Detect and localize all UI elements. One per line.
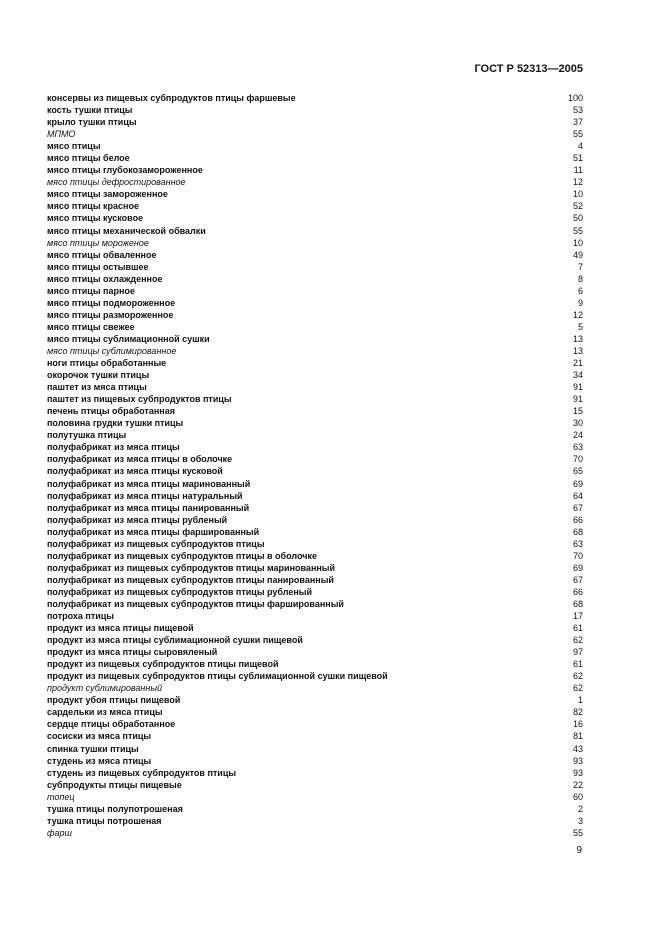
index-entry xyxy=(47,200,583,212)
index-entry xyxy=(47,598,583,610)
index-entry xyxy=(47,490,583,502)
index-term: мясо птицы сублимационной сушки xyxy=(47,333,210,344)
index-entry xyxy=(47,682,583,694)
index-page-ref: 64 xyxy=(572,490,583,501)
index-page-ref: 7 xyxy=(577,261,583,272)
index-entry xyxy=(47,755,583,767)
index-entry xyxy=(47,670,583,682)
index-entry xyxy=(47,152,583,164)
index-page-ref: 16 xyxy=(572,719,583,730)
index-term: продукт из мяса птицы сублимационной сушки пищевой xyxy=(47,635,303,646)
index-entry xyxy=(47,104,583,116)
index-term: мясо птицы красное xyxy=(47,201,139,212)
index-term: продукт убоя птицы пищевой xyxy=(47,695,181,706)
index-term: кость тушки птицы xyxy=(47,105,133,116)
index-entry xyxy=(47,429,583,441)
index-entry xyxy=(47,297,583,309)
index-entry xyxy=(47,526,583,538)
index-page-ref: 6 xyxy=(577,285,583,296)
index-page-ref: 63 xyxy=(572,442,583,453)
index-page-ref: 69 xyxy=(572,562,583,573)
index-entry xyxy=(47,345,583,357)
index-term: тушка птицы потрошеная xyxy=(47,815,162,826)
index-entry xyxy=(47,188,583,200)
index-term: окорочок тушки птицы xyxy=(47,370,150,381)
index-page-ref: 50 xyxy=(572,213,583,224)
index-term: сосиски из мяса птицы xyxy=(47,731,152,742)
index-page-ref: 10 xyxy=(572,237,583,248)
index-page-ref: 70 xyxy=(572,550,583,561)
index-page-ref: 68 xyxy=(572,526,583,537)
index-term: мясо птицы размороженное xyxy=(47,309,174,320)
index-page-ref: 67 xyxy=(572,574,583,585)
index-page-ref: 62 xyxy=(572,671,583,682)
index-entry xyxy=(47,514,583,526)
index-term: фарш xyxy=(47,827,73,838)
index-term: полуфабрикат из мяса птицы кусковой xyxy=(47,466,223,477)
index-page-ref: 12 xyxy=(572,309,583,320)
index-term: крыло тушки птицы xyxy=(47,117,137,128)
index-entry xyxy=(47,465,583,477)
index-page-ref: 13 xyxy=(572,345,583,356)
index-page-ref: 13 xyxy=(572,333,583,344)
index-term: полуфабрикат из пищевых субпродуктов птицы рубленый xyxy=(47,586,312,597)
index-term: полуфабрикат из мяса птицы фаршированный xyxy=(47,526,260,537)
index-page-ref: 65 xyxy=(572,466,583,477)
index-entry xyxy=(47,767,583,779)
index-term: полуфабрикат из пищевых субпродуктов птицы панированный xyxy=(47,574,334,585)
index-entry xyxy=(47,333,583,345)
index-page-ref: 91 xyxy=(572,382,583,393)
index-page-ref: 15 xyxy=(572,406,583,417)
index-term: продукт сублимированный xyxy=(47,683,162,694)
index-entry xyxy=(47,827,583,839)
index-entry xyxy=(47,743,583,755)
index-term: паштет из мяса птицы xyxy=(47,382,147,393)
index-entry xyxy=(47,610,583,622)
index-entry xyxy=(47,574,583,586)
index-term: мясо птицы механической обвалки xyxy=(47,225,206,236)
index-entry xyxy=(47,116,583,128)
index-page-ref: 11 xyxy=(573,165,583,176)
index-term: полуфабрикат из мяса птицы маринованный xyxy=(47,478,251,489)
index-page-ref: 62 xyxy=(572,683,583,694)
index-term: субпродукты птицы пищевые xyxy=(47,779,182,790)
index-entry xyxy=(47,92,583,104)
index-page-ref: 52 xyxy=(572,201,583,212)
index-term: полуфабрикат из мяса птицы xyxy=(47,442,180,453)
index-entry xyxy=(47,140,583,152)
index-entry xyxy=(47,502,583,514)
index-entry xyxy=(47,453,583,465)
index-page-ref: 12 xyxy=(572,177,583,188)
index-term: мясо птицы белое xyxy=(47,153,130,164)
index-entry xyxy=(47,357,583,369)
index-page-ref: 93 xyxy=(572,755,583,766)
index-page-ref: 8 xyxy=(577,273,583,284)
index-term: мясо птицы дефростированное xyxy=(47,177,186,188)
index-page-ref: 55 xyxy=(572,129,583,140)
index-entry xyxy=(47,718,583,730)
index-page-ref: 66 xyxy=(572,514,583,525)
index-term: мясо птицы замороженное xyxy=(47,189,168,200)
index-entry xyxy=(47,225,583,237)
index-entry xyxy=(47,273,583,285)
index-page-ref: 4 xyxy=(577,141,583,152)
index-term: мясо птицы обваленное xyxy=(47,249,157,260)
index-term: продукт из мяса птицы пищевой xyxy=(47,623,194,634)
index-term: студень из пищевых субпродуктов птицы xyxy=(47,767,237,778)
index-term: паштет из пищевых субпродуктов птицы xyxy=(47,394,232,405)
index-entry xyxy=(47,128,583,140)
index-term: мясо птицы остывшее xyxy=(47,261,149,272)
index-page-ref: 68 xyxy=(572,598,583,609)
index-entry xyxy=(47,212,583,224)
index-term: сердце птицы обработанное xyxy=(47,719,176,730)
index-page-ref: 66 xyxy=(572,586,583,597)
index-page-ref: 62 xyxy=(572,635,583,646)
index-page-ref: 91 xyxy=(572,394,583,405)
index-entry xyxy=(47,441,583,453)
index-entry xyxy=(47,369,583,381)
index-entry xyxy=(47,694,583,706)
index-term: топец xyxy=(47,791,75,802)
index-entry xyxy=(47,538,583,550)
index-entry xyxy=(47,550,583,562)
index-term: полуфабрикат из пищевых субпродуктов птицы в оболочке xyxy=(47,550,317,561)
index-page-ref: 37 xyxy=(572,117,583,128)
index-term: МПМО xyxy=(47,129,76,140)
index-term: полуфабрикат из пищевых субпродуктов птицы маринованный xyxy=(47,562,336,573)
index-page-ref: 93 xyxy=(572,767,583,778)
index-term: консервы из пищевых субпродуктов птицы фаршевые xyxy=(47,93,296,103)
index-term: продукт из мяса птицы сыровяленый xyxy=(47,647,218,658)
index-page-ref: 61 xyxy=(572,623,583,634)
index-entry xyxy=(47,815,583,827)
index-entry xyxy=(47,706,583,718)
index-term: полутушка птицы xyxy=(47,430,127,441)
index-term: половина грудки тушки птицы xyxy=(47,418,184,429)
index-entry xyxy=(47,646,583,658)
index-page-ref: 55 xyxy=(572,827,583,838)
index-term: продукт из пищевых субпродуктов птицы пищевой xyxy=(47,659,279,670)
index-entry xyxy=(47,381,583,393)
index-term: мясо птицы кусковое xyxy=(47,213,144,224)
index-entry xyxy=(47,405,583,417)
index-entry xyxy=(47,730,583,742)
index-entry xyxy=(47,791,583,803)
index-term: полуфабрикат из пищевых субпродуктов птицы xyxy=(47,538,265,549)
index-page-ref: 17 xyxy=(572,611,583,622)
index-entry xyxy=(47,803,583,815)
index-term: ноги птицы обработанные xyxy=(47,358,167,369)
index-entry xyxy=(47,309,583,321)
index-page-ref: 43 xyxy=(572,743,583,754)
index-entry xyxy=(47,779,583,791)
index-page-ref: 63 xyxy=(572,538,583,549)
index-page-ref: 10 xyxy=(572,189,583,200)
index-page-ref: 1 xyxy=(577,695,583,706)
index-page-ref: 51 xyxy=(572,153,583,164)
index-term: полуфабрикат из мяса птицы панированный xyxy=(47,502,250,513)
index-term: студень из мяса птицы xyxy=(47,755,152,766)
index-page-ref: 82 xyxy=(572,707,583,718)
index-entry xyxy=(47,164,583,176)
index-entry xyxy=(47,393,583,405)
index-term: мясо птицы подмороженное xyxy=(47,297,176,308)
index-entry xyxy=(47,658,583,670)
index-page-ref: 21 xyxy=(572,358,583,369)
index-page-ref: 34 xyxy=(572,370,583,381)
index-term: полуфабрикат из мяса птицы рубленый xyxy=(47,514,228,525)
index-term: потроха птицы xyxy=(47,611,114,622)
index-page-ref: 69 xyxy=(572,478,583,489)
index-page-ref: 67 xyxy=(572,502,583,513)
index-page-ref: 53 xyxy=(572,105,583,116)
index-entry xyxy=(47,176,583,188)
index-term: мясо птицы парное xyxy=(47,285,135,296)
alphabetical-index xyxy=(47,92,583,839)
index-term: мясо птицы свежее xyxy=(47,321,135,332)
index-page-ref: 55 xyxy=(572,225,583,236)
index-term: сардельки из мяса птицы xyxy=(47,707,163,718)
index-page-ref: 61 xyxy=(572,659,583,670)
index-page-ref: 49 xyxy=(572,249,583,260)
index-page-ref: 24 xyxy=(572,430,583,441)
index-term: продукт из пищевых субпродуктов птицы сублимационной сушки пищевой xyxy=(47,671,388,682)
index-term: мясо птицы охлажденное xyxy=(47,273,163,284)
index-page-ref: 97 xyxy=(572,647,583,658)
index-page-ref: 2 xyxy=(577,803,583,814)
index-page-ref: 60 xyxy=(572,791,583,802)
index-term: полуфабрикат из мяса птицы натуральный xyxy=(47,490,243,501)
index-term: мясо птицы сублимированное xyxy=(47,345,177,356)
index-entry xyxy=(47,249,583,261)
index-term: полуфабрикат из мяса птицы в оболочке xyxy=(47,454,233,465)
index-page-ref: 30 xyxy=(572,418,583,429)
index-term: мясо птицы мороженое xyxy=(47,237,149,248)
index-term: мясо птицы xyxy=(47,141,101,152)
index-entry xyxy=(47,622,583,634)
index-entry xyxy=(47,478,583,490)
index-entry xyxy=(47,562,583,574)
index-entry xyxy=(47,634,583,646)
index-page-ref: 70 xyxy=(572,454,583,465)
index-term: мясо птицы глубокозамороженное xyxy=(47,165,203,176)
index-term: печень птицы обработанная xyxy=(47,406,175,417)
index-entry xyxy=(47,417,583,429)
index-page-ref: 22 xyxy=(572,779,583,790)
index-term: полуфабрикат из пищевых субпродуктов птицы фаршированный xyxy=(47,598,344,609)
index-term: тушка птицы полупотрошеная xyxy=(47,803,183,814)
index-page-ref: 5 xyxy=(577,321,583,332)
index-entry xyxy=(47,261,583,273)
index-page-ref: 100 xyxy=(567,93,583,103)
index-entry xyxy=(47,237,583,249)
index-page-ref: 9 xyxy=(577,297,583,308)
index-page-ref: 3 xyxy=(577,815,583,826)
index-entry xyxy=(47,586,583,598)
index-entry xyxy=(47,285,583,297)
index-term: спинка тушки птицы xyxy=(47,743,139,754)
page-number: 9 xyxy=(576,845,582,856)
document-header: ГОСТ Р 52313—2005 xyxy=(474,63,583,75)
index-page-ref: 81 xyxy=(572,731,583,742)
index-entry xyxy=(47,321,583,333)
